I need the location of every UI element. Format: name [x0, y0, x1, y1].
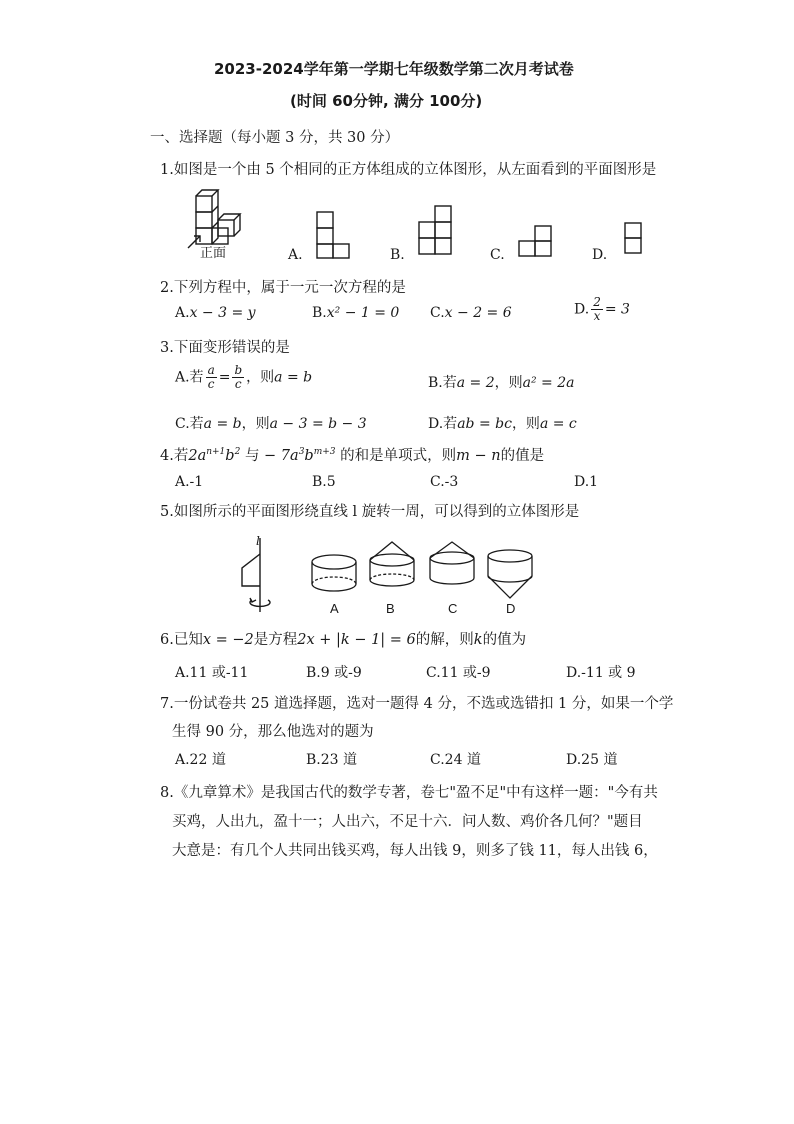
q3-b-post: ，则 — [494, 375, 523, 391]
q3-option-c[interactable] — [175, 413, 367, 433]
q5-option-d-figure — [484, 548, 536, 604]
q4-option-a[interactable]: A.-1 — [175, 474, 204, 490]
q4-tail: 的值是 — [500, 448, 545, 464]
question-8-line-2: 买鸡，人出九，盈十一；人出六，不足十六．问人数、鸡价各几何？"题目 — [172, 814, 643, 830]
q2-option-b-label: B. — [312, 305, 327, 321]
q3-d-prefix: D.若 — [428, 416, 458, 432]
q3-a-prefix: A.若 — [175, 369, 204, 386]
q5-option-b-figure — [366, 540, 418, 600]
q5-option-d[interactable]: D — [506, 601, 516, 616]
q1-option-a-figure — [316, 211, 352, 259]
question-4-stem — [160, 444, 544, 465]
q3-a-equals: = — [218, 369, 231, 386]
q6-prefix: 6.已知 — [160, 632, 203, 648]
q2-option-b[interactable] — [312, 305, 399, 321]
q4-term1-base: 2a — [188, 448, 207, 464]
q1-option-d-figure — [624, 222, 644, 256]
q2-option-d-label: D. — [574, 301, 590, 318]
q7-option-a[interactable]: A.22 道 — [175, 752, 226, 768]
q4-term2-base: − 7a — [264, 448, 299, 464]
q2-option-b-expr: x² − 1 = 0 — [326, 305, 400, 321]
q1-option-a[interactable]: A. — [288, 247, 303, 263]
q5-option-b[interactable]: B — [386, 601, 395, 616]
q1-option-c[interactable]: C. — [490, 247, 505, 263]
q4-term1-b-exp: 2 — [234, 447, 241, 458]
question-7-line-1: 7.一份试卷共 25 道选择题，选对一题得 4 分，不选或选错扣 1 分，如果一个学 — [160, 696, 674, 712]
q3-b-expr1: a = 2 — [456, 375, 495, 391]
q4-expr: m − n — [456, 448, 501, 464]
q5-option-c-figure — [426, 540, 478, 600]
q2-option-a-expr: x − 3 = y — [189, 305, 256, 321]
q7-option-c[interactable]: C.24 道 — [430, 752, 481, 768]
q6-option-d[interactable]: D.-11 或 9 — [566, 665, 636, 681]
q1-front-label: 正面 — [200, 246, 227, 261]
q2-d-numerator: 2 — [593, 295, 601, 309]
section-heading: 一、选择题（每小题 3 分，共 30 分） — [150, 130, 400, 146]
q3-b-expr2: a² = 2a — [522, 375, 575, 391]
q6-expr1: x = −2 — [202, 632, 254, 648]
q3-c-post: ，则 — [241, 416, 270, 432]
q3-c-expr1: a = b — [203, 416, 242, 432]
q3-a-num2: b — [234, 363, 243, 377]
q4-term1-b: b — [225, 448, 235, 464]
page-subtitle: (时间 60分钟, 满分 100分) — [290, 92, 483, 110]
q2-option-d-fraction — [591, 296, 603, 323]
question-6-stem — [160, 628, 526, 649]
q4-term2 — [264, 448, 335, 464]
q6-expr2: 2x + |k − 1| = 6 — [297, 632, 416, 648]
q3-option-d[interactable] — [428, 413, 577, 433]
q2-option-d[interactable] — [574, 296, 630, 323]
q2-option-a[interactable] — [175, 305, 256, 321]
q3-c-prefix: C.若 — [175, 416, 204, 432]
q2-option-d-rest: = 3 — [604, 301, 630, 318]
q3-a-fraction-1 — [206, 364, 217, 391]
page-title: 2023-2024学年第一学期七年级数学第二次月考试卷 — [214, 60, 574, 78]
q3-option-b[interactable] — [428, 372, 574, 392]
q3-a-fraction-2 — [232, 364, 244, 391]
q3-a-den2: c — [234, 377, 242, 391]
q2-option-c-expr: x − 2 = 6 — [444, 305, 512, 321]
q2-d-denominator: x — [593, 309, 601, 323]
question-8-line-1: 8.《九章算术》是我国古代的数学专著，卷七"盈不足"中有这样一题："今有共 — [160, 785, 658, 801]
question-3-stem: 3.下面变形错误的是 — [160, 340, 290, 356]
q3-a-den1: c — [207, 377, 215, 391]
question-5-stem: 5.如图所示的平面图形绕直线 l 旋转一周，可以得到的立体图形是 — [160, 504, 580, 520]
q3-d-expr1: ab = bc — [457, 416, 512, 432]
q6-tail: 的值为 — [482, 632, 527, 648]
q4-term1-exp: n+1 — [206, 447, 226, 458]
q4-prefix: 4.若 — [160, 448, 189, 464]
q7-option-b[interactable]: B.23 道 — [306, 752, 358, 768]
q6-post: 的解，则 — [415, 632, 474, 648]
q3-c-expr2: a − 3 = b − 3 — [269, 416, 367, 432]
q3-option-a[interactable] — [175, 364, 312, 391]
q2-option-c[interactable] — [430, 305, 512, 321]
q6-option-c[interactable]: C.11 或-9 — [426, 665, 491, 681]
q3-d-expr2: a = c — [539, 416, 577, 432]
q6-mid: 是方程 — [253, 632, 298, 648]
q4-term2-exp: 3 — [298, 447, 305, 458]
q5-option-a-figure — [308, 552, 360, 598]
q3-a-num1: a — [207, 363, 215, 377]
q4-option-d[interactable]: D.1 — [574, 474, 599, 490]
q5-axis-label: l — [256, 534, 260, 548]
question-8-line-3: 大意是：有几个人共同出钱买鸡，每人出钱 9，则多了钱 11，每人出钱 6， — [172, 843, 658, 859]
question-2-stem: 2.下列方程中，属于一元一次方程的是 — [160, 280, 406, 296]
q6-var: k — [473, 632, 483, 648]
q1-option-b[interactable]: B. — [390, 247, 405, 263]
q4-mid: 与 — [244, 448, 260, 464]
q4-term1 — [188, 448, 240, 464]
q6-option-b[interactable]: B.9 或-9 — [306, 665, 362, 681]
q1-option-b-figure — [418, 205, 454, 259]
q2-option-a-label: A. — [175, 305, 190, 321]
q4-term2-b: b — [304, 448, 314, 464]
q1-option-d[interactable]: D. — [592, 247, 608, 263]
q4-option-c[interactable]: C.-3 — [430, 474, 459, 490]
q4-option-b[interactable]: B.5 — [312, 474, 336, 490]
q3-a-post: ，则 — [246, 369, 275, 386]
q5-option-c[interactable]: C — [448, 601, 458, 616]
q5-plane-figure — [228, 536, 278, 614]
q4-term2-b-exp: m+3 — [313, 447, 336, 458]
q3-a-expr: a = b — [274, 369, 313, 386]
question-7-line-2: 生得 90 分，那么他选对的题为 — [172, 724, 374, 740]
q1-option-c-figure — [518, 225, 554, 259]
q7-option-d[interactable]: D.25 道 — [566, 752, 618, 768]
q3-d-post: ，则 — [511, 416, 540, 432]
q2-option-c-label: C. — [430, 305, 445, 321]
q5-option-a[interactable]: A — [330, 601, 339, 616]
q4-post: 的和是单项式，则 — [340, 448, 457, 464]
q6-option-a[interactable]: A.11 或-11 — [175, 665, 249, 681]
question-1-stem: 1.如图是一个由 5 个相同的正方体组成的立体图形，从左面看到的平面图形是 — [160, 162, 657, 178]
q3-b-prefix: B.若 — [428, 375, 457, 391]
